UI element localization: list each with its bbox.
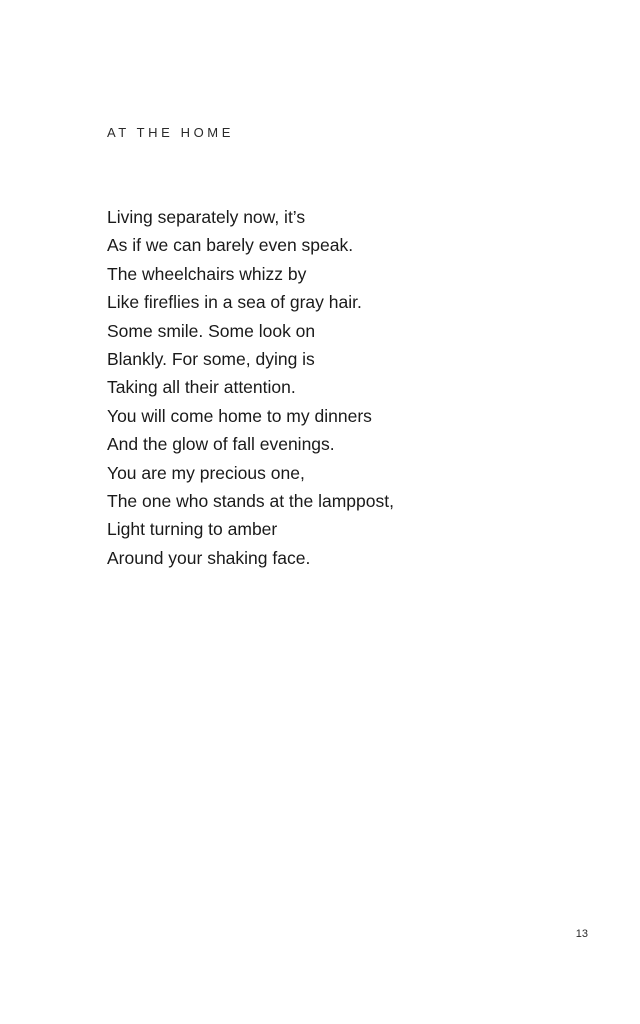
poem-line: Light turning to amber xyxy=(107,519,278,540)
poem-line: You will come home to my dinners xyxy=(107,405,372,426)
poem-line: You are my precious one, xyxy=(107,462,305,483)
page-number: 13 xyxy=(575,928,588,940)
poem-title: AT THE HOME xyxy=(107,125,235,140)
poem-line: The wheelchairs whizz by xyxy=(107,263,307,284)
poem-line: Like fireflies in a sea of gray hair. xyxy=(107,292,362,313)
poem-line: Living separately now, it’s xyxy=(107,207,306,227)
poem-line: As if we can barely even speak. xyxy=(107,235,354,256)
poem-line: Around your shaking face. xyxy=(107,547,311,568)
poem-line: Blankly. For some, dying is xyxy=(107,348,315,369)
poem-body xyxy=(107,203,394,572)
poem-line: Some smile. Some look on xyxy=(107,320,316,341)
poem-line: Taking all their attention. xyxy=(107,377,296,398)
poem-line: The one who stands at the lamppost, xyxy=(107,490,394,511)
poem-line: And the glow of fall evenings. xyxy=(107,434,335,455)
